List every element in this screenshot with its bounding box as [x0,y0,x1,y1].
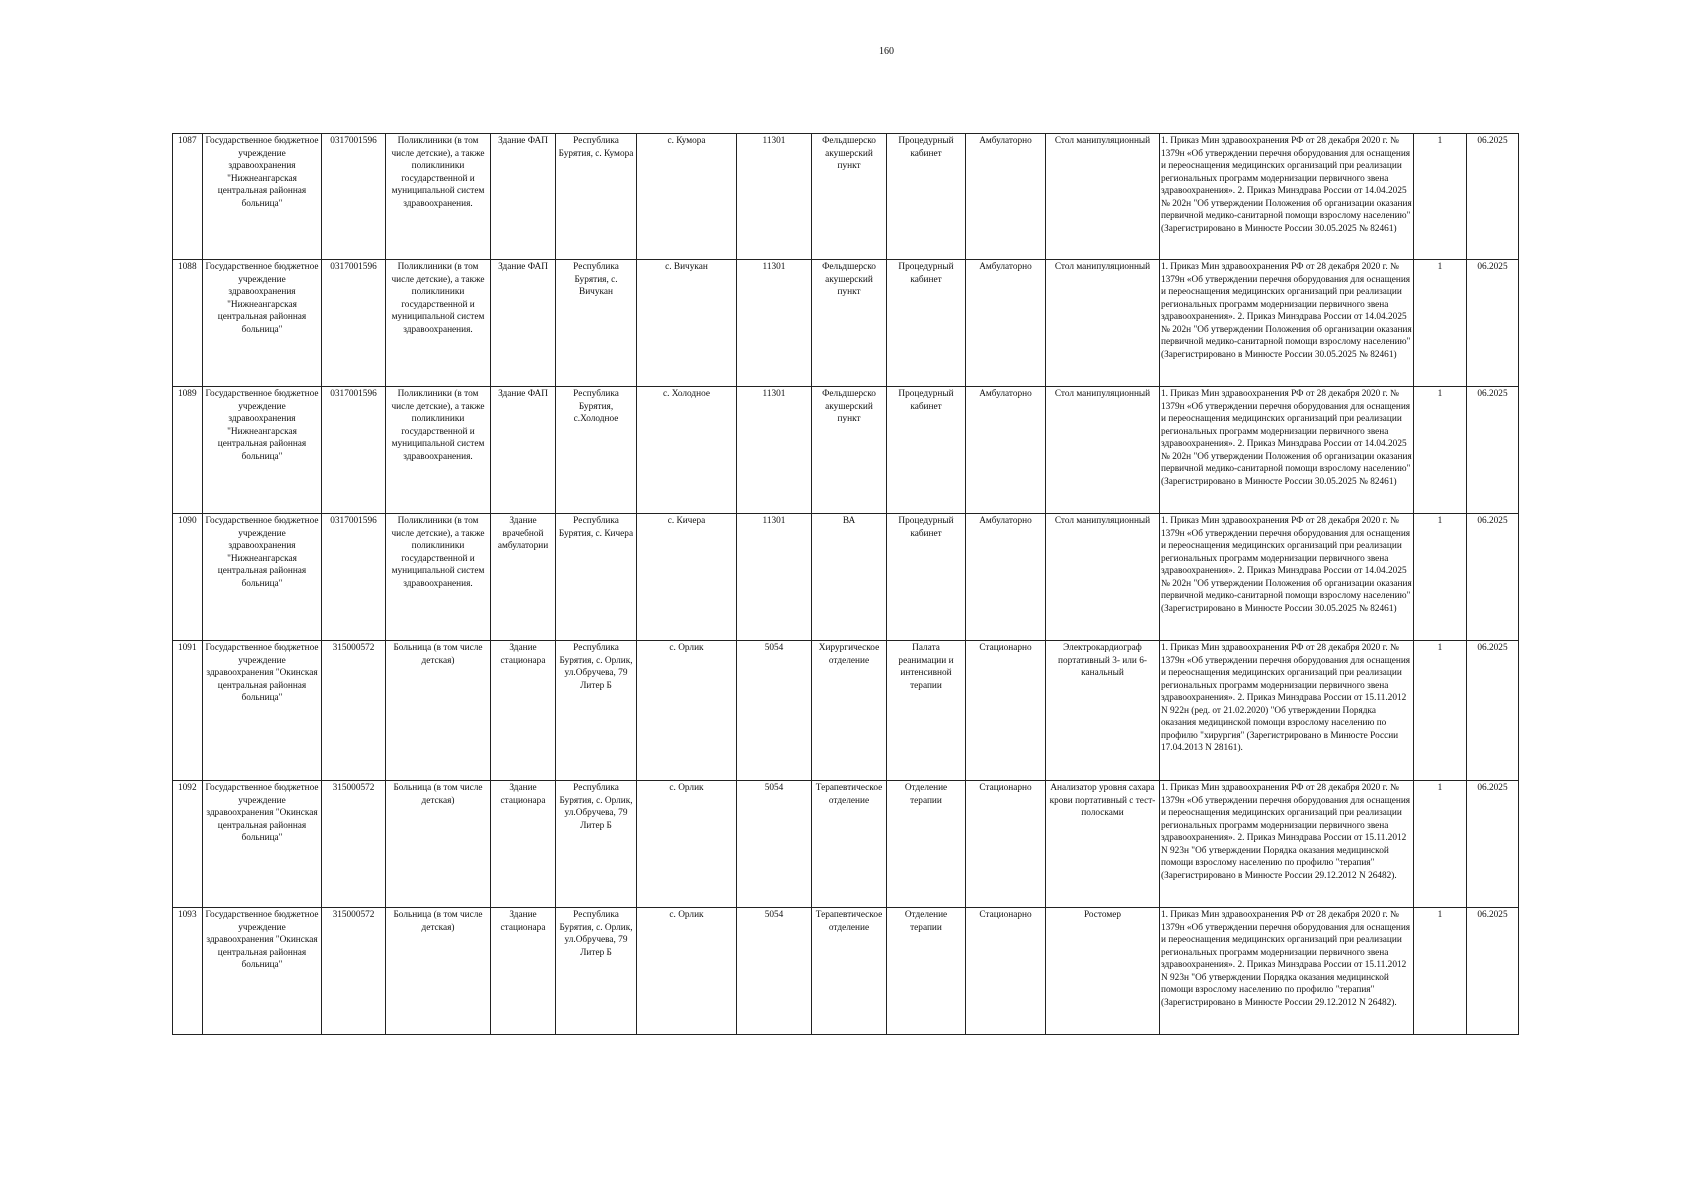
delivery-date: 06.2025 [1467,134,1519,260]
page-number: 160 [879,46,894,57]
locality: с. Кичера [637,514,737,641]
legal-basis: 1. Приказ Мин здравоохранения РФ от 28 декабря 2020 г. № 1379н «Об утверждении перечня оборудования для оснащения и переоснащения медицинских организаций при реализации региональных программ модернизации первичного звена здравоохранения». 2. Приказ Минздрава России от 14.04.2025 № 202н "Об утверждении Положения об организации оказания первичной медико-санитарной помощи взрослому населению" (Зарегистрировано в Минюсте России 30.05.2025 № 82461) [1160,260,1414,387]
room: Процедурный кабинет [887,134,966,260]
quantity: 1 [1414,134,1467,260]
organization-name: Государственное бюджетное учреждение здравоохранения "Окинская центральная районная больница" [203,781,322,908]
care-conditions: Амбулаторно [966,260,1046,387]
building: Здание врачебной амбулатории [491,514,556,641]
locality: с. Орлик [637,641,737,781]
row-number: 1093 [173,908,203,1035]
organization-name: Государственное бюджетное учреждение здравоохранения "Окинская центральная районная больница" [203,908,322,1035]
table-row [173,908,1519,1035]
delivery-date: 06.2025 [1467,781,1519,908]
legal-basis: 1. Приказ Мин здравоохранения РФ от 28 декабря 2020 г. № 1379н «Об утверждении перечня оборудования для оснащения и переоснащения медицинских организаций при реализации региональных программ модернизации первичного звена здравоохранения». 2. Приказ Минздрава России от 15.11.2012 N 923н "Об утверждении Порядка оказания медицинской помощи взрослому населению по профилю "терапия" (Зарегистрировано в Минюсте России 29.12.2012 N 26482). [1160,781,1414,908]
unit: Фельдшерско акушерский пункт [812,260,887,387]
row-number: 1090 [173,514,203,641]
table-row [173,134,1519,260]
oktmo-code: 11301 [737,387,812,514]
address: Республика Бурятия, с. Вичукан [556,260,637,387]
legal-basis: 1. Приказ Мин здравоохранения РФ от 28 декабря 2020 г. № 1379н «Об утверждении перечня оборудования для оснащения и переоснащения медицинских организаций при реализации региональных программ модернизации первичного звена здравоохранения». 2. Приказ Минздрава России от 15.11.2012 N 923н "Об утверждении Порядка оказания медицинской помощи взрослому населению по профилю "терапия" (Зарегистрировано в Минюсте России 29.12.2012 N 26482). [1160,908,1414,1035]
address: Республика Бурятия, с. Орлик, ул.Обручева, 79 Литер Б [556,781,637,908]
row-number: 1087 [173,134,203,260]
row-number: 1088 [173,260,203,387]
building: Здание ФАП [491,260,556,387]
organization-code: 315000572 [322,781,386,908]
facility-type: Поликлиники (в том числе детские), а также поликлиники государственной и муниципальной систем здравоохранения. [386,260,491,387]
room: Процедурный кабинет [887,514,966,641]
facility-type: Больница (в том числе детская) [386,781,491,908]
building: Здание стационара [491,781,556,908]
oktmo-code: 5054 [737,641,812,781]
equipment-name: Электрокардиограф портативный 3- или 6-канальный [1046,641,1160,781]
organization-code: 0317001596 [322,134,386,260]
quantity: 1 [1414,514,1467,641]
building: Здание стационара [491,641,556,781]
oktmo-code: 5054 [737,908,812,1035]
unit: Терапевтическое отделение [812,908,887,1035]
care-conditions: Стационарно [966,781,1046,908]
table-row [173,260,1519,387]
locality: с. Кумора [637,134,737,260]
organization-name: Государственное бюджетное учреждение здравоохранения "Нижнеангарская центральная районная больница" [203,134,322,260]
equipment-registry-table [172,133,1519,1035]
organization-name: Государственное бюджетное учреждение здравоохранения "Нижнеангарская центральная районная больница" [203,514,322,641]
care-conditions: Стационарно [966,908,1046,1035]
delivery-date: 06.2025 [1467,260,1519,387]
equipment-name: Анализатор уровня сахара крови портативный с тест-полосками [1046,781,1160,908]
room: Отделение терапии [887,908,966,1035]
oktmo-code: 5054 [737,781,812,908]
equipment-name: Стол манипуляционный [1046,260,1160,387]
unit: Фельдшерско акушерский пункт [812,134,887,260]
organization-code: 0317001596 [322,387,386,514]
table-row [173,781,1519,908]
equipment-name: Стол манипуляционный [1046,134,1160,260]
delivery-date: 06.2025 [1467,641,1519,781]
address: Республика Бурятия, с. Кичера [556,514,637,641]
unit: Терапевтическое отделение [812,781,887,908]
address: Республика Бурятия, с. Орлик, ул.Обручева, 79 Литер Б [556,641,637,781]
building: Здание стационара [491,908,556,1035]
building: Здание ФАП [491,387,556,514]
care-conditions: Амбулаторно [966,387,1046,514]
locality: с. Орлик [637,908,737,1035]
care-conditions: Амбулаторно [966,514,1046,641]
room: Процедурный кабинет [887,260,966,387]
quantity: 1 [1414,387,1467,514]
facility-type: Поликлиники (в том числе детские), а также поликлиники государственной и муниципальной систем здравоохранения. [386,134,491,260]
room: Процедурный кабинет [887,387,966,514]
quantity: 1 [1414,781,1467,908]
locality: с. Холодное [637,387,737,514]
table-row [173,641,1519,781]
quantity: 1 [1414,260,1467,387]
organization-name: Государственное бюджетное учреждение здравоохранения "Окинская центральная районная больница" [203,641,322,781]
locality: с. Орлик [637,781,737,908]
delivery-date: 06.2025 [1467,387,1519,514]
row-number: 1092 [173,781,203,908]
legal-basis: 1. Приказ Мин здравоохранения РФ от 28 декабря 2020 г. № 1379н «Об утверждении перечня оборудования для оснащения и переоснащения медицинских организаций при реализации региональных программ модернизации первичного звена здравоохранения». 2. Приказ Минздрава России от 14.04.2025 № 202н "Об утверждении Положения об организации оказания первичной медико-санитарной помощи взрослому населению" (Зарегистрировано в Минюсте России 30.05.2025 № 82461) [1160,514,1414,641]
quantity: 1 [1414,641,1467,781]
unit: Хирургическое отделение [812,641,887,781]
legal-basis: 1. Приказ Мин здравоохранения РФ от 28 декабря 2020 г. № 1379н «Об утверждении перечня оборудования для оснащения и переоснащения медицинских организаций при реализации региональных программ модернизации первичного звена здравоохранения». 2. Приказ Минздрава России от 14.04.2025 № 202н "Об утверждении Положения об организации оказания первичной медико-санитарной помощи взрослому населению" (Зарегистрировано в Минюсте России 30.05.2025 № 82461) [1160,134,1414,260]
address: Республика Бурятия, с.Холодное [556,387,637,514]
delivery-date: 06.2025 [1467,908,1519,1035]
table-row [173,514,1519,641]
organization-name: Государственное бюджетное учреждение здравоохранения "Нижнеангарская центральная районная больница" [203,260,322,387]
unit: Фельдшерско акушерский пункт [812,387,887,514]
equipment-name: Стол манипуляционный [1046,514,1160,641]
oktmo-code: 11301 [737,514,812,641]
building: Здание ФАП [491,134,556,260]
facility-type: Поликлиники (в том числе детские), а также поликлиники государственной и муниципальной систем здравоохранения. [386,387,491,514]
oktmo-code: 11301 [737,260,812,387]
unit: ВА [812,514,887,641]
room: Палата реанимации и интенсивной терапии [887,641,966,781]
facility-type: Поликлиники (в том числе детские), а также поликлиники государственной и муниципальной систем здравоохранения. [386,514,491,641]
care-conditions: Стационарно [966,641,1046,781]
facility-type: Больница (в том числе детская) [386,908,491,1035]
organization-code: 315000572 [322,908,386,1035]
locality: с. Вичукан [637,260,737,387]
row-number: 1089 [173,387,203,514]
equipment-name: Ростомер [1046,908,1160,1035]
delivery-date: 06.2025 [1467,514,1519,641]
row-number: 1091 [173,641,203,781]
legal-basis: 1. Приказ Мин здравоохранения РФ от 28 декабря 2020 г. № 1379н «Об утверждении перечня оборудования для оснащения и переоснащения медицинских организаций при реализации региональных программ модернизации первичного звена здравоохранения». 2. Приказ Минздрава России от 15.11.2012 N 922н (ред. от 21.02.2020) "Об утверждении Порядка оказания медицинской помощи взрослому населению по профилю "хирургия" (Зарегистрировано в Минюсте России 17.04.2013 N 28161). [1160,641,1414,781]
care-conditions: Амбулаторно [966,134,1046,260]
organization-code: 0317001596 [322,514,386,641]
facility-type: Больница (в том числе детская) [386,641,491,781]
table-row [173,387,1519,514]
legal-basis: 1. Приказ Мин здравоохранения РФ от 28 декабря 2020 г. № 1379н «Об утверждении перечня оборудования для оснащения и переоснащения медицинских организаций при реализации региональных программ модернизации первичного звена здравоохранения». 2. Приказ Минздрава России от 14.04.2025 № 202н "Об утверждении Положения об организации оказания первичной медико-санитарной помощи взрослому населению" (Зарегистрировано в Минюсте России 30.05.2025 № 82461) [1160,387,1414,514]
oktmo-code: 11301 [737,134,812,260]
organization-code: 315000572 [322,641,386,781]
address: Республика Бурятия, с. Кумора [556,134,637,260]
organization-name: Государственное бюджетное учреждение здравоохранения "Нижнеангарская центральная районная больница" [203,387,322,514]
address: Республика Бурятия, с. Орлик, ул.Обручева, 79 Литер Б [556,908,637,1035]
room: Отделение терапии [887,781,966,908]
quantity: 1 [1414,908,1467,1035]
equipment-name: Стол манипуляционный [1046,387,1160,514]
organization-code: 0317001596 [322,260,386,387]
